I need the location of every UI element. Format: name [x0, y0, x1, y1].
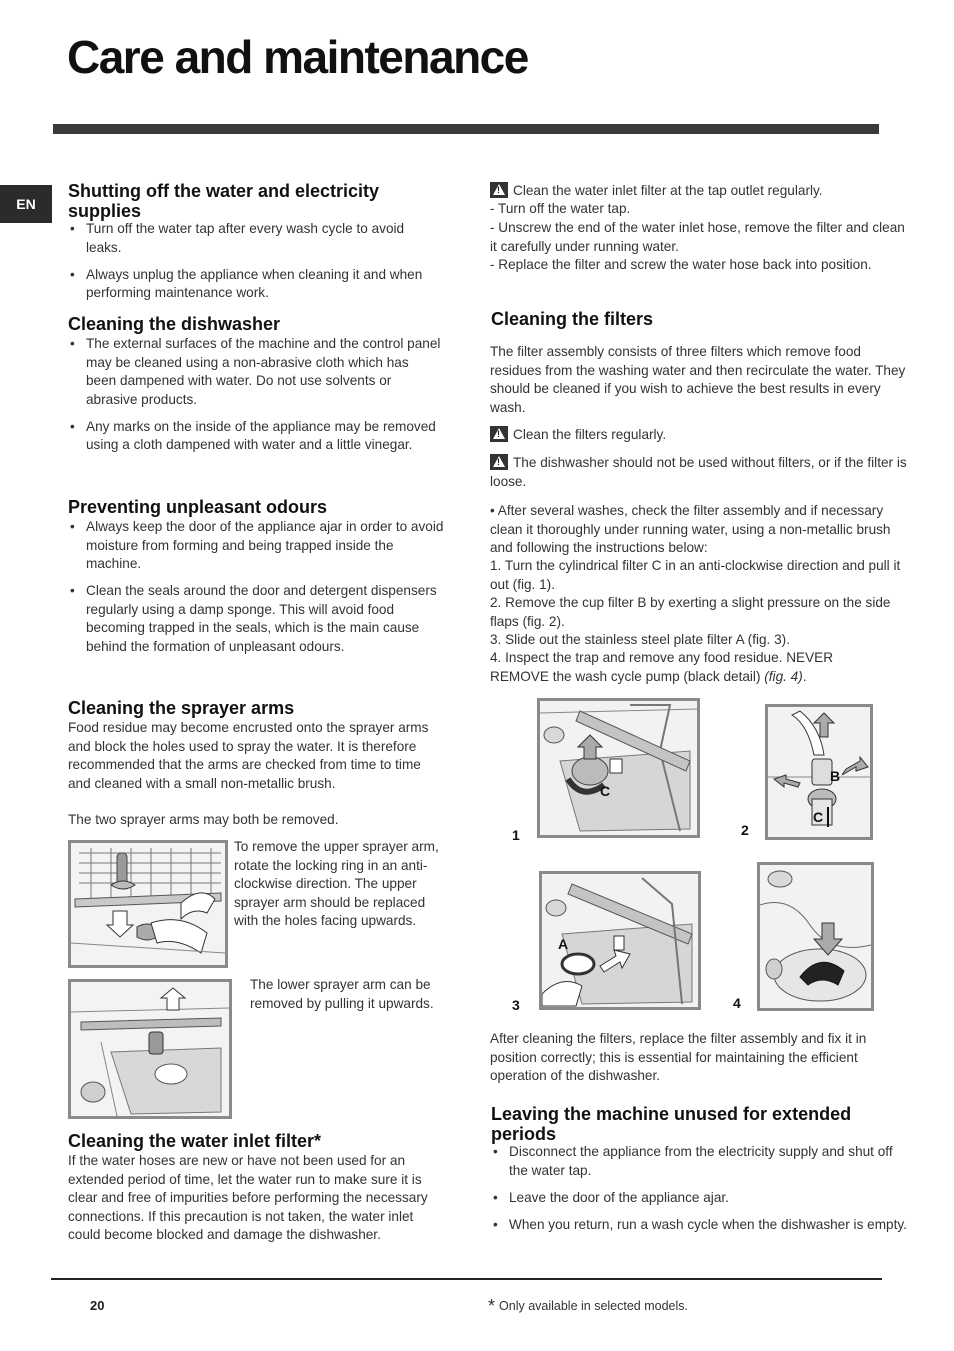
footnote-text: Only available in selected models. [499, 1299, 689, 1313]
heading-cleaning-filters: Cleaning the filters [491, 309, 654, 329]
filters-step-4-end: . [802, 668, 807, 684]
upper-sprayer-figure [68, 840, 228, 968]
upper-sprayer-text: To remove the upper sprayer arm, rotate the locking ring in an anti-clockwise direction. The upper sprayer arm should be replaced with the holes facing upwards. [234, 839, 439, 928]
figure-4-illustration [760, 865, 871, 1008]
filters-step-4-text: 4. Inspect the trap and remove any food residue. NEVER REMOVE the wash cycle pump (black detail) [490, 650, 834, 684]
filters-warning-1-text: Clean the filters regularly. [513, 427, 667, 442]
filters-step-2: 2. Remove the cup filter B by exerting a slight pressure on the side flaps (fig. 2). [490, 595, 891, 629]
warning-icon [490, 426, 508, 442]
filters-after: After cleaning the filters, replace the filter assembly and fix it in position correctly; this is essential for maintaining the efficient operation of the dishwasher. [490, 1031, 867, 1083]
heading-odours: Preventing unpleasant odours [68, 497, 328, 517]
list-item: • Leave the door of the appliance ajar. [491, 1189, 909, 1208]
sprayer-arms-body: Food residue may become encrusted onto the sprayer arms and block the holes used to spray the water. It is therefore recommended that the arms are checked from time to time and cleaned with a small non-metallic brush. [68, 720, 429, 791]
figure-1-label-c: C [600, 783, 611, 799]
figure-2-number: 2 [741, 822, 749, 838]
lower-sprayer-figure [68, 979, 232, 1119]
sprayer-arms-body-2: The two sprayer arms may both be removed. [68, 812, 339, 827]
list-item: • When you return, run a wash cycle when the dishwasher is empty. [491, 1216, 909, 1235]
filters-step-1: 1. Turn the cylindrical filter C in an anti-clockwise direction and pull it out (fig. 1). [490, 558, 901, 592]
inlet-filter-body: If the water hoses are new or have not been used for an extended period of time, let the water run to make sure it is clear and free of impurities before performing the necessary connections. If this precaution is not taken, the water inlet could become blocked and damage the dishwasher. [68, 1153, 428, 1242]
language-tab: EN [0, 185, 52, 223]
warning-icon [490, 454, 508, 470]
figure-3-number: 3 [512, 997, 520, 1013]
figure-4-number: 4 [733, 995, 741, 1011]
lower-sprayer-text: The lower sprayer arm can be removed by pulling it upwards. [250, 977, 434, 1011]
list-cleaning-dishwasher [68, 335, 442, 463]
heading-sprayer-arms: Cleaning the sprayer arms [68, 698, 295, 718]
figure-2-label-b: B [830, 768, 841, 784]
page-number: 20 [90, 1298, 105, 1313]
title-rule [53, 124, 879, 134]
list-unused [491, 1143, 909, 1243]
heading-inlet-filter: Cleaning the water inlet filter* [68, 1131, 322, 1151]
filters-step-intro: • After several washes, check the filter assembly and if necessary clean it thoroughly under running water, using a non-metallic brush and following the instructions below: [490, 503, 891, 555]
list-item: • Any marks on the inside of the appliance may be removed using a cloth dampened with water and a little vinegar. [68, 418, 442, 455]
filters-warning-1 [490, 426, 908, 445]
heading-shut-off: Shutting off the water and electricity supplies [68, 181, 380, 221]
footer-rule [51, 1278, 882, 1280]
upper-sprayer-illustration [71, 843, 225, 965]
inlet-warning [490, 182, 910, 201]
figure-2-label-c: C [813, 809, 824, 825]
list-item: • Disconnect the appliance from the electricity supply and shut off the water tap. [491, 1143, 909, 1180]
figure-1-illustration [540, 701, 697, 835]
figure-3-label-a: A [558, 936, 569, 952]
page-title: Care and maintenance [67, 31, 528, 83]
heading-cleaning-dishwasher: Cleaning the dishwasher [68, 314, 281, 334]
filters-warning-2 [490, 454, 908, 491]
list-odours [68, 518, 444, 665]
filters-step-3: 3. Slide out the stainless steel plate filter A (fig. 3). [490, 632, 790, 647]
figure-4 [757, 862, 874, 1011]
list-item: • The external surfaces of the machine and the control panel may be cleaned using a non-abrasive cloth which has been dampened with water. Do not use solvents or abrasive products. [68, 335, 442, 409]
inlet-warning-text: Clean the water inlet filter at the tap outlet regularly. [513, 183, 823, 198]
list-item: • Always keep the door of the appliance ajar in order to avoid moisture from forming and being trapped inside the machine. [68, 518, 444, 574]
warning-icon [490, 182, 508, 198]
inlet-step-2: - Unscrew the end of the water inlet hose, remove the filter and clean it carefully under running water. [490, 220, 905, 254]
list-item: • Turn off the water tap after every wash cycle to avoid leaks. [68, 220, 440, 257]
list-shut-off [68, 220, 440, 311]
inlet-step-1: - Turn off the water tap. [490, 201, 631, 216]
list-item: • Clean the seals around the door and detergent dispensers regularly using a damp sponge. This will avoid food becoming trapped in the seals, which is the main cause behind the formation of unpleasant odours. [68, 582, 444, 656]
inlet-step-3: - Replace the filter and screw the water hose back into position. [490, 257, 872, 272]
lower-sprayer-illustration [71, 982, 229, 1116]
footnote-star: * [488, 1296, 496, 1316]
list-item: • Always unplug the appliance when cleaning it and when performing maintenance work. [68, 266, 440, 303]
figure-1 [537, 698, 700, 838]
footnote [488, 1296, 688, 1317]
heading-unused: Leaving the machine unused for extended periods [491, 1104, 852, 1144]
fig-4-reference: (fig. 4) [764, 668, 803, 684]
filters-body: The filter assembly consists of three filters which remove food residues from the washing water and then recirculate the water. They should be cleaned if you wish to achieve the best results in every wash. [490, 344, 906, 415]
filters-step-4 [490, 649, 890, 686]
filters-warning-2-text: The dishwasher should not be used without filters, or if the filter is loose. [490, 455, 907, 489]
figure-1-number: 1 [512, 827, 520, 843]
